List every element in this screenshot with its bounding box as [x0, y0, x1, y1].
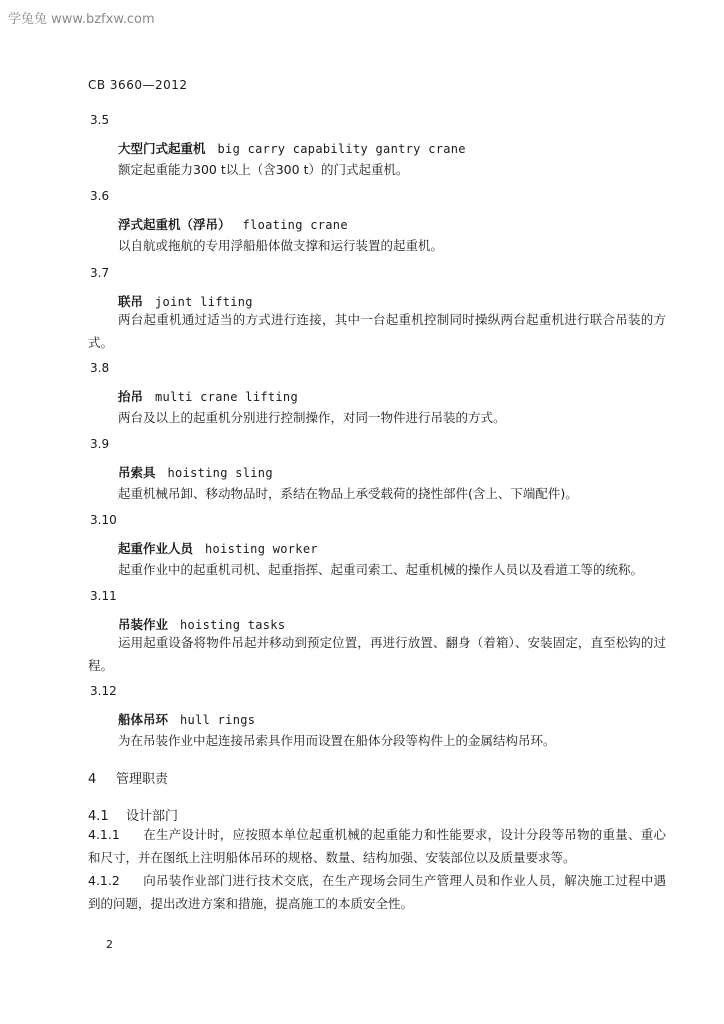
- subsection-heading: [88, 805, 178, 824]
- section-heading: [88, 768, 168, 787]
- clause-text: 向吊装作业部门进行技术交底，在生产现场会同生产管理人员和作业人员，解决施工过程中遇到的问题，提出改进方案和措施，提高施工的本质安全性。: [88, 873, 666, 911]
- clause-number: 3.5: [90, 113, 110, 127]
- definition: 起重机械吊卸、移动物品时，系结在物品上承受载荷的挠性部件(含上、下端配件)。: [118, 486, 578, 501]
- term-en: hoisting worker: [205, 542, 318, 556]
- subsection-number: 4.1: [88, 809, 109, 824]
- term: [118, 387, 298, 405]
- subsection-title: 设计部门: [126, 809, 179, 824]
- definition: 运用起重设备将物件吊起并移动到预定位置，再进行放置、翻身（着箱）、安装固定，直至松钩的过程。: [88, 635, 666, 673]
- term-zh: 浮式起重机（浮吊）: [118, 217, 231, 232]
- clause-number: 3.7: [90, 266, 110, 280]
- term-zh: 联吊: [118, 294, 144, 309]
- clause-number: 3.12: [90, 684, 117, 698]
- clause-number: 3.9: [90, 437, 110, 451]
- definition: 两台及以上的起重机分别进行控制操作，对同一物件进行吊装的方式。: [118, 410, 506, 425]
- clause-number: 3.6: [90, 189, 110, 203]
- term-en: joint lifting: [155, 295, 253, 309]
- term-zh: 吊索具: [118, 465, 156, 480]
- definition: 额定起重能力300 t以上（含300 t）的门式起重机。: [118, 162, 409, 177]
- term: [118, 710, 255, 728]
- definition: 两台起重机通过适当的方式进行连接，其中一台起重机控制同时操纵两台起重机进行联合吊装的方式。: [88, 312, 666, 350]
- clause-number: 3.8: [90, 361, 110, 375]
- watermark: 学兔兔 www.bzfxw.com: [8, 12, 155, 27]
- section-title: 管理职责: [116, 772, 169, 787]
- term-en: multi crane lifting: [155, 390, 298, 404]
- term-zh: 船体吊环: [118, 712, 169, 727]
- clause-number: 4.1.2: [88, 873, 120, 888]
- page-number: 2: [106, 938, 113, 951]
- term: [118, 463, 273, 481]
- section-number: 4: [88, 772, 97, 787]
- clause-number: 3.10: [90, 513, 117, 527]
- definition: 为在吊装作业中起连接吊索具作用而设置在船体分段等构件上的金属结构吊环。: [118, 733, 556, 748]
- term-en: hoisting tasks: [180, 618, 286, 632]
- clause-text: 在生产设计时，应按照本单位起重机械的起重能力和性能要求，设计分段等吊物的重量、重心和尺寸，并在图纸上注明船体吊环的规格、数量、结构加强、安装部位以及质量要求等。: [88, 827, 666, 865]
- term-zh: 起重作业人员: [118, 541, 194, 556]
- term-zh: 抬吊: [118, 389, 144, 404]
- term-en: hull rings: [180, 713, 256, 727]
- term: [118, 139, 466, 157]
- definition: 以自航或拖航的专用浮船船体做支撑和运行装置的起重机。: [118, 238, 444, 253]
- clause-number: 3.11: [90, 589, 117, 603]
- definition: 起重作业中的起重机司机、起重指挥、起重司索工、起重机械的操作人员以及看道工等的统称。: [118, 562, 644, 577]
- document-header: CB 3660—2012: [88, 78, 188, 92]
- term: [118, 539, 318, 557]
- clause-paragraph: [88, 823, 666, 869]
- term-en: floating crane: [242, 218, 348, 232]
- clause-number: 4.1.1: [88, 827, 120, 842]
- term-zh: 大型门式起重机: [118, 141, 206, 156]
- term: [118, 215, 348, 233]
- term-en: big carry capability gantry crane: [217, 142, 466, 156]
- term-zh: 吊装作业: [118, 617, 169, 632]
- clause-paragraph: [88, 869, 666, 915]
- term-en: hoisting sling: [167, 466, 273, 480]
